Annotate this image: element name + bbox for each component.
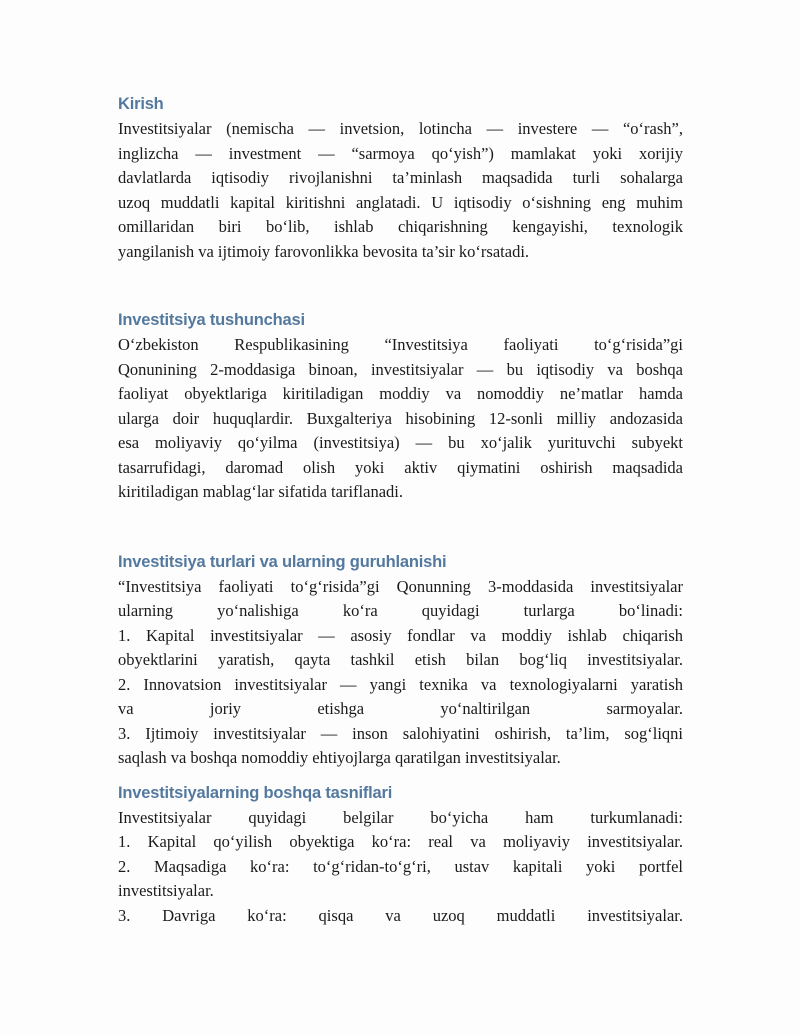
- section-heading: Kirish: [118, 95, 164, 113]
- text-line: obyektlarini yaratish, qayta tashkil etish bilan bogʻliq investitsiyalar.: [118, 650, 683, 669]
- paragraph: [118, 575, 683, 771]
- section-kirish: [118, 94, 683, 264]
- text-line: Investitsiyalar (nemischa — invetsion, lotincha — investere — “oʻrash”,: [118, 119, 683, 138]
- section-turlari: [118, 552, 683, 771]
- text-line: davlatlarda iqtisodiy rivojlanishni ta’minlash maqsadida turli sohalarga: [118, 168, 683, 187]
- text-line: tasarrufidagi, daromad olish yoki aktiv qiymatini oshirish maqsadida: [118, 457, 683, 477]
- text-line: 2. Innovatsion investitsiyalar — yangi texnika va texnologiyalarni yaratish: [118, 674, 683, 694]
- text-line: investitsiyalar.: [118, 881, 214, 900]
- section-heading: Investitsiya tushunchasi: [118, 311, 305, 329]
- text-line: 1. Kapital investitsiyalar — asosiy fondlar va moddiy ishlab chiqarish: [118, 625, 683, 645]
- paragraph: [118, 333, 683, 505]
- section-tushunchasi: [118, 310, 683, 505]
- page-content: [118, 94, 683, 928]
- text-line: Investitsiyalar quyidagi belgilar boʻyicha ham turkumlanadi:: [118, 807, 683, 827]
- text-line: omillaridan biri boʻlib, ishlab chiqarishning kengayishi, texnologik: [118, 217, 683, 236]
- text-line: 3. Ijtimoiy investitsiyalar — inson salohiyatini oshirish, ta’lim, sogʻliqni: [118, 723, 683, 743]
- text-line: ularga doir huquqlardir. Buxgalteriya hisobining 12-sonli milliy andozasida: [118, 408, 683, 428]
- text-line: uzoq muddatli kapital kiritishni anglatadi. U iqtisodiy oʻsishning eng muhim: [118, 192, 683, 212]
- text-line: yangilanish va ijtimoiy farovonlikka bevosita ta’sir koʻrsatadi.: [118, 241, 530, 261]
- section-heading: Investitsiyalarning boshqa tasniflari: [118, 783, 393, 802]
- text-line: 2. Maqsadiga koʻra: toʻgʻridan-toʻgʻri, ustav kapitali yoki portfel: [118, 856, 683, 876]
- text-line: “Investitsiya faoliyati toʻgʻrisida”gi Qonunning 3-moddasida investitsiyalar: [118, 576, 683, 596]
- text-line: 3. Davriga koʻra: qisqa va uzoq muddatli investitsiyalar.: [118, 905, 683, 925]
- section-heading: Investitsiya turlari va ularning guruhlanishi: [118, 552, 447, 571]
- text-line: saqlash va boshqa nomoddiy ehtiyojlarga qaratilgan investitsiyalar.: [118, 748, 561, 767]
- text-line: 1. Kapital qoʻyilish obyektiga koʻra: real va moliyaviy investitsiyalar.: [118, 832, 683, 851]
- text-line: Qonunining 2-moddasiga binoan, investitsiyalar — bu iqtisodiy va boshqa: [118, 359, 683, 379]
- text-line: esa moliyaviy qoʻyilma (investitsiya) — bu xoʻjalik yurituvchi subyekt: [118, 433, 683, 452]
- text-line: Oʻzbekiston Respublikasining “Investitsiya faoliyati toʻgʻrisida”gi: [118, 335, 683, 354]
- section-tasniflari: [118, 783, 683, 929]
- text-line: inglizcha — investment — “sarmoya qoʻyish”) mamlakat yoki xorijiy: [118, 143, 683, 163]
- text-line: kiritiladigan mablagʻlar sifatida tariflanadi.: [118, 482, 403, 501]
- paragraph: [118, 806, 683, 929]
- text-line: va joriy etishga yoʻnaltirilgan sarmoyalar.: [118, 699, 683, 718]
- text-line: ularning yoʻnalishiga koʻra quyidagi turlarga boʻlinadi:: [118, 601, 683, 620]
- paragraph: [118, 117, 683, 264]
- text-line: faoliyat obyektlariga kiritiladigan moddiy va nomoddiy ne’matlar hamda: [118, 384, 683, 403]
